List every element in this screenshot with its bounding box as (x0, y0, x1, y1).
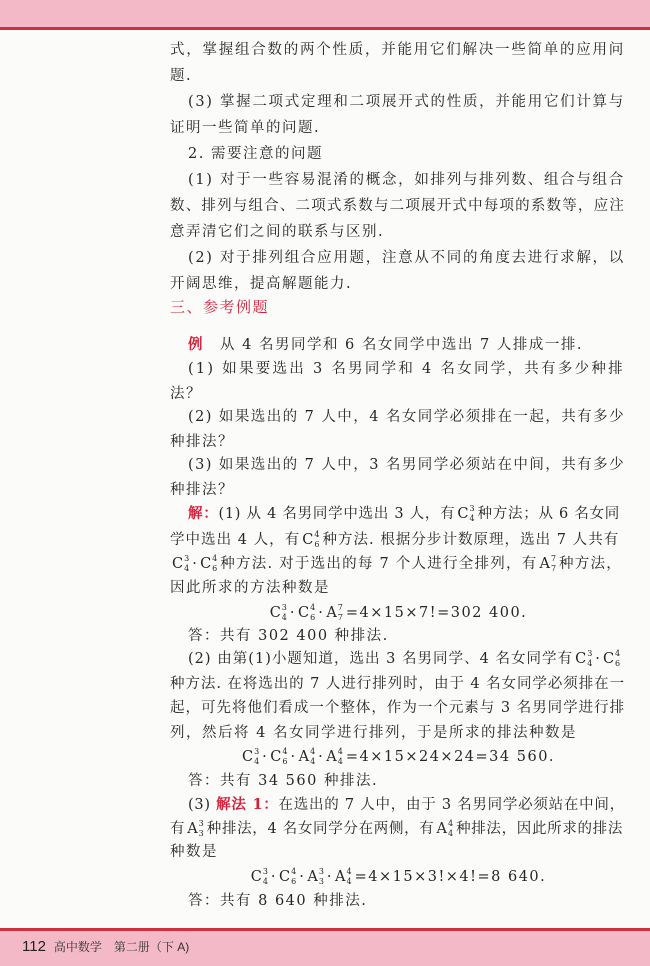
text-segment: 种方法；从 6 名女同 (477, 506, 621, 522)
symbol-indices (551, 555, 556, 573)
text-segment: (1) 如果要选出 3 名男同学和 4 名女同学，共有多少种排 (188, 361, 625, 377)
text-segment: (3) 掌握二项式定理和二项展开式的性质，并能用它们计算与 (188, 94, 625, 110)
symbol-base: C (298, 605, 310, 621)
symbol-indices (263, 868, 268, 886)
text-segment: 种排法，因此所求的排法 (456, 821, 624, 837)
text-line (188, 407, 625, 427)
text-line (188, 359, 625, 379)
symbol-base: C (200, 556, 212, 572)
combinatorics-symbol (603, 649, 620, 669)
symbol-indices (319, 868, 324, 886)
header-rule (0, 27, 650, 30)
symbol-sup: 4 (310, 747, 316, 756)
combinatorics-symbol (187, 819, 204, 839)
text-segment: 学中选出 4 人，有 (170, 532, 301, 548)
book-title: 高中数学 第二册（下 A) (53, 940, 190, 954)
symbol-base: C (250, 869, 262, 885)
symbol-sup: 4 (337, 747, 343, 756)
combinatorics-symbol (299, 747, 316, 767)
text-segment: 三、参考例题 (170, 298, 270, 316)
text-line (170, 480, 625, 500)
symbol-sup: 4 (615, 649, 621, 658)
symbol-indices (338, 748, 343, 766)
page-number: 112 (22, 938, 46, 955)
text-line (188, 649, 625, 669)
text-segment: 种方法， (559, 556, 622, 572)
symbol-sub: 4 (281, 613, 287, 622)
symbol-indices (282, 748, 287, 766)
symbol-sup: 3 (262, 867, 268, 876)
symbol-sub: 4 (469, 514, 475, 523)
combinatorics-symbol (172, 554, 189, 574)
symbol-indices (212, 555, 217, 573)
symbol-base: C (302, 532, 314, 548)
text-segment: 在选出的 7 人中，由于 3 名男同学必须站在中间， (278, 797, 625, 813)
symbol-indices (199, 820, 204, 838)
combinatorics-symbol (279, 867, 296, 887)
symbol-indices (338, 604, 343, 622)
text-line (170, 384, 625, 404)
text-segment: (1) 从 4 名男同学中选出 3 人，有 (218, 506, 456, 522)
symbol-sub: 4 (310, 757, 316, 766)
symbol-indices (469, 505, 474, 523)
text-line (170, 196, 625, 216)
formula-line (170, 747, 625, 767)
text-line (170, 530, 625, 550)
symbol-sub: 4 (346, 877, 352, 886)
symbol-base: C (269, 605, 281, 621)
combinatorics-symbol (302, 530, 319, 550)
text-line (170, 698, 625, 718)
text-line (170, 274, 625, 294)
text-line (188, 771, 625, 791)
symbol-sub: 4 (184, 564, 190, 573)
symbol-base: C (241, 749, 254, 765)
symbol-sup: 4 (310, 603, 316, 612)
text-segment: · (289, 605, 296, 621)
symbol-indices (310, 604, 315, 622)
text-segment: (1) 对于一些容易混淆的概念，如排列与排列数、组合与组合 (188, 172, 625, 188)
text-segment: · (326, 869, 334, 885)
emphasis-label: 例 (188, 336, 204, 353)
symbol-sub: 6 (310, 613, 316, 622)
text-segment: 种方法. 根据分步计数原理，选出 7 人共有 (322, 532, 620, 548)
text-segment: 有 (170, 821, 186, 837)
symbol-sub: 7 (337, 613, 343, 622)
symbol-sub: 6 (212, 564, 218, 573)
combinatorics-symbol (436, 819, 453, 839)
text-segment: 法？ (170, 386, 202, 402)
text-segment: 因此所求的方法种数是 (170, 580, 330, 596)
text-segment: 意弄清它们之间的联系与区别. (170, 224, 385, 240)
symbol-base: A (335, 869, 346, 885)
symbol-base: C (279, 869, 291, 885)
symbol-sub: 3 (318, 877, 324, 886)
text-segment: 答：共有 34 560 种排法. (188, 773, 379, 789)
text-segment: 答：共有 8 640 种排法. (188, 893, 368, 909)
text-line (188, 170, 625, 190)
text-segment: 数、排列与组合、二项式系数与二项展开式中每项的系数等，应注 (170, 198, 626, 214)
combinatorics-symbol (251, 867, 268, 887)
symbol-sub: 6 (291, 877, 297, 886)
symbol-sup: 3 (184, 554, 190, 563)
symbol-sup: 4 (447, 819, 454, 828)
formula-line (170, 603, 625, 623)
symbol-sup: 4 (212, 554, 218, 563)
symbol-indices (282, 604, 287, 622)
text-line (170, 432, 625, 452)
symbol-base: A (298, 749, 310, 765)
symbol-base: A (539, 556, 550, 572)
combinatorics-symbol (242, 747, 259, 767)
text-segment: 证明一些简单的问题. (170, 120, 321, 136)
text-line (170, 674, 625, 694)
text-segment: 种方法. 对于选出的每 7 个人进行全排列，有 (220, 556, 538, 572)
symbol-sup: 4 (314, 530, 320, 539)
text-segment: · (299, 869, 306, 885)
text-segment: 列，然后将 4 名女同学进行排列，于是所求的排法种数是 (170, 725, 577, 741)
text-segment: 2. 需要注意的问题 (188, 146, 323, 162)
combinatorics-symbol (270, 603, 287, 623)
text-segment: · (595, 651, 601, 667)
text-segment: (2) 由第(1)小题知道，选出 3 名男同学、4 名女同学有 (188, 651, 574, 667)
text-line (170, 723, 625, 743)
symbol-base: A (436, 821, 447, 837)
text-segment: (2) 如果选出的 7 人中，4 名女同学必须排在一起，共有多少 (188, 409, 626, 425)
text-segment: · (290, 749, 297, 765)
symbol-sub: 4 (587, 659, 593, 668)
symbol-sup: 7 (337, 603, 343, 612)
symbol-sup: 4 (282, 747, 288, 756)
page-footer (22, 938, 189, 955)
symbol-base: C (575, 651, 587, 667)
symbol-indices (587, 650, 592, 668)
text-segment: (2) 对于排列组合应用题，注意从不同的角度去进行求解，以 (188, 250, 625, 266)
text-segment: =4×15×3!×4!=8 640. (354, 869, 547, 885)
text-line (188, 455, 625, 475)
text-line (170, 118, 625, 138)
combinatorics-symbol (200, 554, 217, 574)
symbol-indices (310, 748, 315, 766)
symbol-base: C (602, 651, 615, 667)
text-line (170, 578, 625, 598)
symbol-sub: 4 (337, 757, 343, 766)
text-segment: 答：共有 302 400 种排法. (188, 628, 389, 644)
combinatorics-symbol (270, 747, 287, 767)
text-segment: 种排法，4 名女同学分在两侧，有 (206, 821, 435, 837)
symbol-sub: 6 (615, 659, 621, 668)
text-segment: 种方法. 在将选出的 7 人进行排列时，由于 4 名女同学必须排在一 (170, 676, 626, 692)
text-segment: 开阔思维，提高解题能力. (170, 276, 353, 292)
text-line (188, 795, 625, 815)
text-line (170, 222, 625, 242)
text-segment: · (262, 749, 269, 765)
formula-line (170, 867, 625, 887)
combinatorics-symbol (457, 504, 474, 524)
text-segment: · (318, 749, 325, 765)
combinatorics-symbol (307, 867, 324, 887)
symbol-indices (615, 650, 620, 668)
symbol-base: A (307, 869, 318, 885)
emphasis-label: 解法 1： (216, 796, 279, 813)
symbol-sup: 3 (198, 819, 204, 828)
combinatorics-symbol (539, 554, 556, 574)
text-segment: · (192, 556, 199, 572)
emphasis-label: 解： (188, 505, 219, 522)
symbol-indices (184, 555, 189, 573)
symbol-sup: 7 (550, 554, 557, 563)
text-segment: · (318, 605, 325, 621)
text-line (188, 248, 625, 268)
text-line (170, 819, 625, 839)
combinatorics-symbol (326, 747, 343, 767)
symbol-sub: 4 (447, 829, 454, 838)
symbol-sub: 6 (282, 757, 288, 766)
text-segment: 种数是 (170, 844, 218, 860)
symbol-indices (314, 531, 319, 549)
symbol-base: A (187, 821, 198, 837)
symbol-sup: 4 (291, 867, 297, 876)
text-line (170, 66, 625, 86)
symbol-sup: 3 (254, 747, 260, 756)
symbol-indices (254, 748, 259, 766)
text-segment: 起，可先将他们看成一个整体，作为一个元素与 3 名男同学进行排 (170, 700, 626, 716)
text-segment: 种排法？ (170, 482, 234, 498)
symbol-indices (448, 820, 453, 838)
symbol-indices (291, 868, 296, 886)
section-heading (170, 297, 625, 317)
page-header-band (0, 0, 650, 27)
symbol-sup: 3 (469, 504, 475, 513)
combinatorics-symbol (326, 603, 343, 623)
symbol-sup: 3 (318, 867, 324, 876)
text-segment: =4×15×24×24=34 560. (345, 749, 556, 765)
text-line (170, 554, 625, 574)
symbol-sup: 3 (281, 603, 287, 612)
text-segment: · (270, 869, 278, 885)
combinatorics-symbol (335, 867, 352, 887)
text-line (188, 92, 625, 112)
text-line (188, 144, 625, 164)
symbol-indices (347, 868, 352, 886)
combinatorics-symbol (575, 649, 592, 669)
text-line (188, 626, 625, 646)
symbol-sub: 4 (254, 757, 260, 766)
text-segment: (3) (188, 797, 217, 813)
symbol-sup: 4 (346, 867, 352, 876)
text-segment: 式，掌握组合数的两个性质，并能用它们解决一些简单的应用问 (170, 42, 625, 58)
symbol-base: C (270, 749, 282, 765)
symbol-base: A (326, 749, 337, 765)
symbol-sub: 7 (550, 564, 557, 573)
text-line (170, 842, 625, 862)
text-segment: 从 4 名男同学和 6 名女同学中选出 7 人排成一排. (204, 337, 583, 353)
text-line (188, 335, 625, 355)
symbol-sub: 6 (314, 540, 320, 549)
symbol-base: C (172, 556, 184, 572)
text-line (188, 504, 625, 524)
text-segment: 种排法？ (170, 434, 234, 450)
text-line (188, 891, 625, 911)
symbol-sup: 3 (587, 649, 593, 658)
symbol-sub: 4 (262, 877, 268, 886)
text-segment: 题. (170, 68, 193, 84)
symbol-sub: 3 (198, 829, 204, 838)
symbol-base: C (457, 506, 469, 522)
combinatorics-symbol (298, 603, 315, 623)
text-segment: (3) 如果选出的 7 人中，3 名男同学必须站在中间，共有多少 (188, 457, 626, 473)
text-line (170, 40, 625, 60)
symbol-base: A (326, 605, 337, 621)
text-segment: =4×15×7!=302 400. (345, 605, 528, 621)
